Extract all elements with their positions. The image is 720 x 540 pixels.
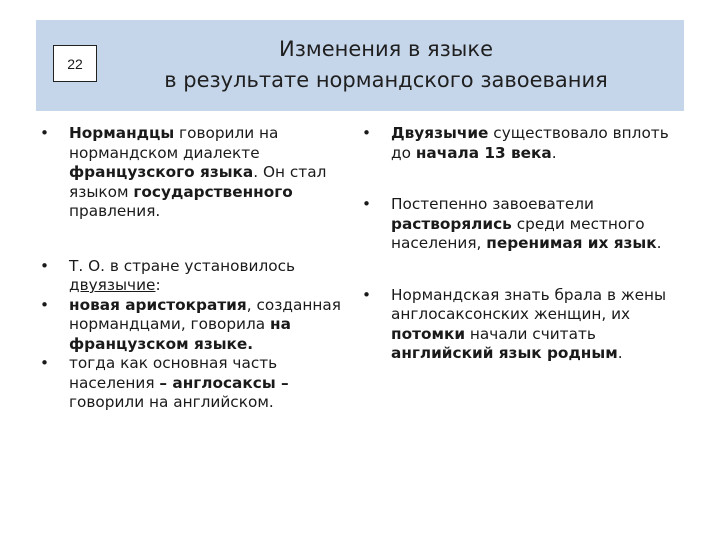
slide-number-box: 22	[53, 45, 97, 82]
bullet-conquerors-dissolved: • Постепенно завоеватели растворялись среди местного населения, перенимая их язык.	[362, 195, 662, 252]
bullet-icon: •	[40, 295, 50, 314]
bullet-normans-spoke: • Нормандцы говорили на нормандском диалекте французского языка. Он стал языком государственного правления.	[40, 124, 327, 220]
title-banner	[36, 20, 684, 111]
title-line-1: Изменения в языке	[278, 37, 493, 61]
left-column	[40, 124, 358, 413]
bullet-icon: •	[40, 124, 50, 142]
title-line-2: в результате нормандского завоевания	[164, 68, 608, 92]
bullet-bilingualism-duration: • Двуязычие существовало вплоть до начала 13 века.	[362, 124, 669, 162]
right-column	[362, 124, 682, 364]
slide-title	[106, 34, 666, 96]
bullet-icon: •	[40, 256, 50, 275]
bullet-anglo-saxons: • тогда как основная часть населения – англосаксы – говорили на английском.	[40, 354, 289, 411]
bullet-new-aristocracy: • новая аристократия, созданная нормандцами, говорила на французском языке.	[40, 295, 341, 353]
bullet-icon: •	[362, 195, 372, 213]
bullet-icon: •	[362, 124, 372, 142]
bullet-icon: •	[40, 354, 50, 372]
bullet-norman-nobility: • Нормандская знать брала в жены англосаксонских женщин, их потомки начали считать английский язык родным.	[362, 285, 667, 362]
bullet-icon: •	[362, 285, 372, 304]
bullet-bilingualism: • Т. О. в стране установилось двуязычие:	[40, 256, 296, 294]
